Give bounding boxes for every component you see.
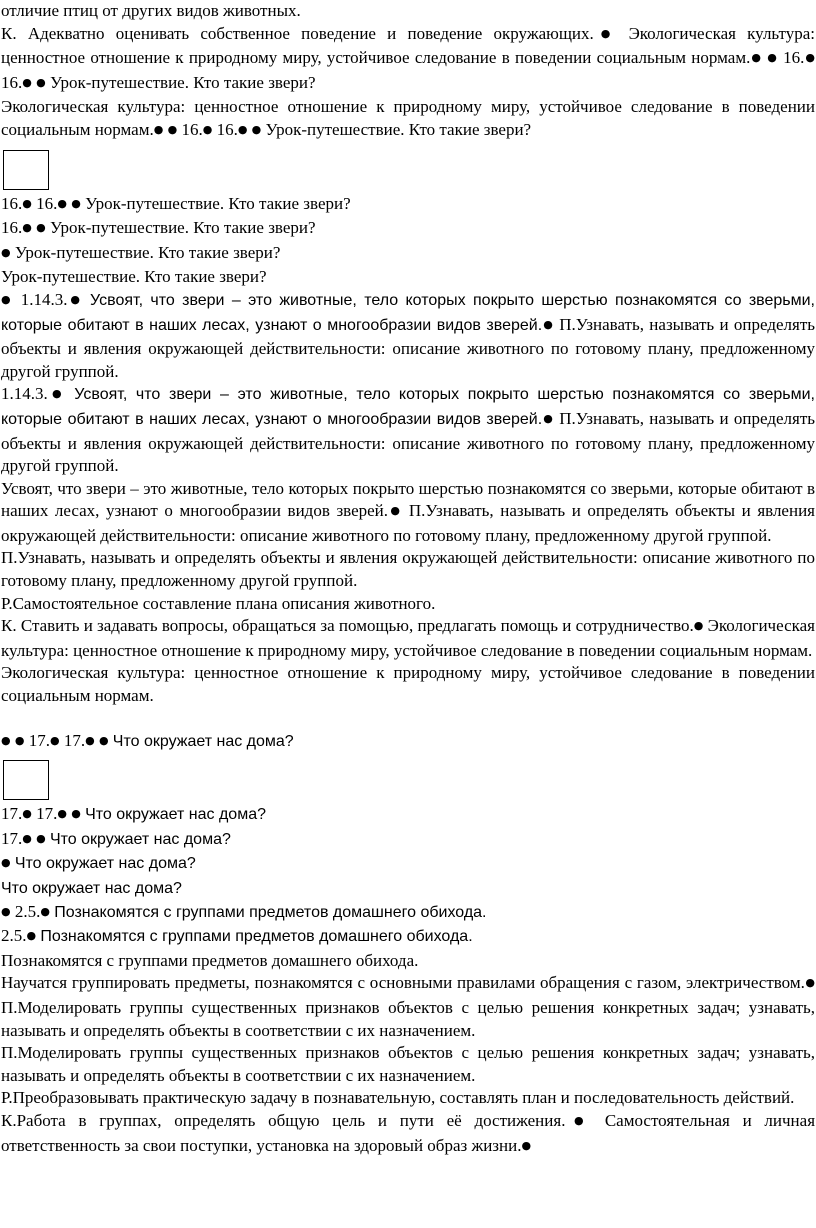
text: Что окружает нас дома? bbox=[14, 855, 196, 873]
text: П.Узнавать, называть и определять объекты и явления окружающей действительности: описание животного по готовому плану, предложенному другой группой. bbox=[1, 314, 816, 381]
text: 1.14.3. bbox=[1, 384, 48, 404]
bullet-icon: ● bbox=[1, 904, 11, 918]
text: 17. bbox=[36, 804, 58, 824]
text: Экологическая культура: ценностное отношение к природному миру, устойчивое следование в поведении социальным нормам. bbox=[1, 23, 816, 68]
text: Самостоятельная и личная ответственность за свои поступки, установка на здоровый образ жизни. bbox=[1, 1110, 816, 1155]
paragraph bbox=[1, 217, 815, 242]
empty-box bbox=[3, 760, 49, 800]
paragraph bbox=[1, 266, 815, 289]
text: 2.5. bbox=[1, 926, 27, 946]
text: Р.Самостоятельное составление плана описания животного. bbox=[1, 593, 436, 613]
text: 17. bbox=[1, 804, 23, 824]
text: 16. bbox=[181, 119, 203, 139]
text: П.Узнавать, называть и определять объекты и явления окружающей действительности: описание животного по готовому плану, предложенному другой группой. bbox=[1, 408, 816, 476]
paragraph bbox=[1, 1042, 815, 1087]
bullet-icon: ● bbox=[542, 411, 554, 425]
text: Урок-путешествие. Кто такие звери? bbox=[1, 267, 267, 287]
bullet-icon: ● bbox=[521, 1138, 532, 1152]
paragraph bbox=[1, 950, 815, 973]
text: Что окружает нас дома? bbox=[112, 732, 294, 750]
bullet-icon: ● bbox=[67, 292, 83, 306]
bullet-icon: ● bbox=[804, 976, 816, 990]
text: Познакомятся с группами предметов домашнего обихода. bbox=[54, 903, 487, 921]
text: 17. bbox=[28, 730, 50, 750]
bullet-icon: ● bbox=[22, 807, 32, 821]
paragraph bbox=[1, 547, 815, 592]
text: Экологическая культура: ценностное отношение к природному миру, устойчивое следование в поведении социальным нормам. bbox=[1, 663, 815, 706]
bullet-icon: ● bbox=[693, 619, 704, 633]
paragraph bbox=[1, 96, 815, 143]
text: 16. bbox=[1, 72, 23, 92]
paragraph bbox=[1, 803, 815, 828]
text: 16. bbox=[1, 218, 23, 238]
paragraph bbox=[1, 828, 815, 853]
paragraph bbox=[1, 242, 815, 267]
bullet-icon: ● bbox=[57, 196, 67, 210]
bullet-icon: ● bbox=[237, 122, 248, 136]
text: Что окружает нас дома? bbox=[49, 830, 231, 848]
text: П.Узнавать, называть и определять объекты и явления окружающей действительности: описание животного по готовому плану, предложенному другой группой. bbox=[1, 548, 815, 591]
text: Усвоят, что звери – это животные, тело которых покрыто шерстью познакомятся со зверьми, которые обитают в наших лесах, узнают о многообразии видов зверей. bbox=[1, 478, 815, 521]
bullet-icon: ● bbox=[71, 807, 81, 821]
text: Познакомятся с группами предметов домашнего обихода. bbox=[1, 950, 419, 970]
text: Экологическая культура: ценностное отношение к природному миру, устойчивое следование в поведении социальным нормам. bbox=[1, 97, 815, 139]
bullet-icon: ● bbox=[1, 856, 11, 870]
text: 16. bbox=[1, 193, 23, 213]
text: 1.14.3. bbox=[20, 289, 68, 309]
paragraph bbox=[1, 901, 815, 926]
text: П.Моделировать группы существенных признаков объектов с целью решения конкретных задач; узнавать, называть и определять объекты в соответствии с их назначением. bbox=[1, 1043, 815, 1085]
bullet-icon: ● bbox=[85, 733, 95, 747]
paragraph bbox=[1, 478, 815, 548]
bullet-icon: ● bbox=[767, 51, 778, 65]
text: П.Моделировать группы существенных признаков объектов с целью решения конкретных задач; узнавать, называть и определять объекты в соответствии с их назначением. bbox=[1, 997, 815, 1040]
text: К. Адекватно оценивать собственное поведение и поведение окружающих. bbox=[1, 23, 594, 43]
text: 16. bbox=[36, 193, 58, 213]
text: Усвоят, что звери – это животные, тело которых покрыто шерстью познакомятся со зверьми, которые обитают в наших лесах, узнают о многообразии видов зверей. bbox=[1, 386, 815, 428]
paragraph bbox=[1, 193, 815, 218]
bullet-icon: ● bbox=[49, 733, 60, 747]
bullet-icon: ● bbox=[22, 196, 32, 210]
spacer bbox=[1, 708, 815, 730]
bullet-icon: ● bbox=[804, 51, 816, 65]
bullet-icon: ● bbox=[1, 245, 11, 259]
bullet-icon: ● bbox=[26, 929, 37, 943]
bullet-icon: ● bbox=[167, 122, 178, 136]
text: Урок-путешествие. Кто такие звери? bbox=[265, 119, 532, 139]
text: К. Ставить и задавать вопросы, обращаться за помощью, предлагать помощь и сотрудничество. bbox=[1, 616, 694, 636]
bullet-icon: ● bbox=[22, 221, 32, 235]
text: отличие птиц от других видов животных. bbox=[1, 1, 301, 20]
paragraph bbox=[1, 23, 815, 97]
text: Что окружает нас дома? bbox=[1, 880, 182, 897]
paragraph bbox=[1, 383, 815, 477]
bullet-icon: ● bbox=[565, 1113, 593, 1127]
paragraph bbox=[1, 1110, 815, 1159]
bullet-icon: ● bbox=[22, 75, 32, 89]
paragraph bbox=[1, 1087, 815, 1110]
empty-box bbox=[3, 150, 49, 190]
paragraph bbox=[1, 593, 815, 616]
text: Урок-путешествие. Кто такие звери? bbox=[14, 242, 281, 262]
text: П.Узнавать, называть и определять объекты и явления окружающей действительности: описание животного по готовому плану, предложенному другой группой. bbox=[1, 501, 815, 545]
text: Познакомятся с группами предметов домашнего обихода. bbox=[40, 928, 473, 946]
paragraph bbox=[1, 662, 815, 707]
paragraph bbox=[1, 852, 815, 877]
bullet-icon: ● bbox=[153, 122, 164, 136]
text: 2.5. bbox=[14, 901, 41, 921]
text: Экологическая культура: ценностное отношение к природному миру, устойчивое следование в поведении социальным нормам. bbox=[1, 616, 815, 660]
text: Урок-путешествие. Кто такие звери? bbox=[49, 72, 316, 92]
text: 16. bbox=[783, 48, 805, 68]
bullet-icon: ● bbox=[542, 317, 554, 331]
bullet-icon: ● bbox=[593, 26, 618, 40]
text: Усвоят, что звери – это животные, тело которых покрыто шерстью познакомятся со зверьми, которые обитают в наших лесах, узнают о многообразии видов зверей. bbox=[1, 291, 816, 334]
bullet-icon: ● bbox=[71, 196, 81, 210]
text: К.Работа в группах, определять общую цель и пути её достижения. bbox=[1, 1110, 566, 1130]
paragraph bbox=[1, 972, 815, 1042]
bullet-icon: ● bbox=[202, 122, 213, 136]
bullet-icon: ● bbox=[251, 122, 262, 136]
text: Р.Преобразовывать практическую задачу в познавательную, составлять план и последовательность действий. bbox=[1, 1088, 795, 1108]
text: Урок-путешествие. Кто такие звери? bbox=[49, 218, 316, 238]
text: Что окружает нас дома? bbox=[85, 806, 266, 824]
bullet-icon: ● bbox=[36, 221, 46, 235]
paragraph bbox=[1, 289, 815, 383]
bullet-icon: ● bbox=[388, 504, 403, 518]
paragraph bbox=[1, 730, 815, 755]
bullet-icon: ● bbox=[47, 387, 66, 401]
bullet-icon: ● bbox=[36, 75, 46, 89]
text: 17. bbox=[1, 828, 23, 848]
paragraph bbox=[1, 877, 815, 901]
bullet-icon: ● bbox=[22, 831, 32, 845]
paragraph bbox=[1, 0, 815, 23]
bullet-icon: ● bbox=[98, 733, 109, 747]
text: 16. bbox=[216, 119, 238, 139]
bullet-icon: ● bbox=[36, 831, 46, 845]
bullet-icon: ● bbox=[1, 292, 14, 306]
bullet-icon: ● bbox=[57, 807, 67, 821]
bullet-icon: ● bbox=[40, 904, 50, 918]
text: 17. bbox=[63, 730, 86, 750]
text: Урок-путешествие. Кто такие звери? bbox=[85, 193, 351, 213]
text: Научатся группировать предметы, познакомятся с основными правилами обращения с газом, электричеством. bbox=[1, 973, 805, 993]
paragraph bbox=[1, 615, 815, 662]
bullet-icon: ● bbox=[750, 51, 762, 65]
bullet-icon: ● bbox=[1, 733, 11, 747]
paragraph bbox=[1, 925, 815, 950]
bullet-icon: ● bbox=[14, 733, 25, 747]
